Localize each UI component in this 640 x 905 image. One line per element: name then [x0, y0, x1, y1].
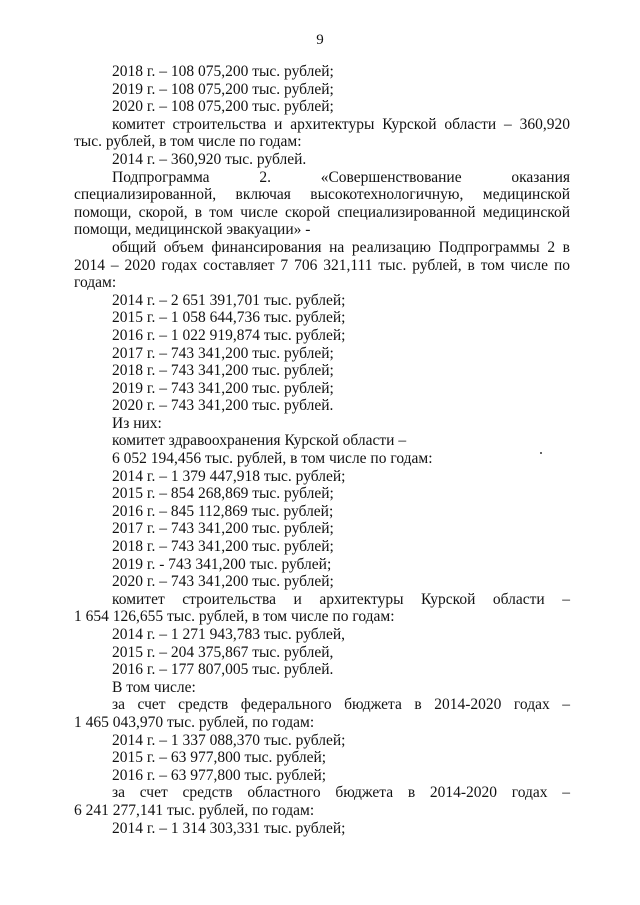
text-line: специализированной, включая высокотехнологичную, медицинской — [74, 186, 570, 204]
text-line: 2015 г. – 63 977,800 тыс. рублей; — [112, 749, 327, 767]
text-line: 2014 г. – 1 271 943,783 тыс. рублей, — [112, 626, 346, 643]
text-line: 2020 г. – 108 075,200 тыс. рублей; — [112, 98, 334, 116]
text-line: комитет строительства и архитектуры Курской области – 360,920 — [112, 115, 570, 133]
text-line: 2016 г. – 1 022 919,874 тыс. рублей; — [112, 326, 346, 344]
text-line: тыс. рублей, в том числе по годам: — [74, 133, 302, 151]
text-line: Подпрограмма 2. «Совершенствование оказания — [112, 168, 570, 186]
text-line: 2019 г. – 108 075,200 тыс. рублей; — [112, 80, 334, 98]
text-line: 2014 г. – 1 337 088,370 тыс. рублей; — [112, 731, 346, 749]
text-line: 2019 г. - 743 341,200 тыс. рублей; — [112, 555, 332, 573]
text-line: годам: — [74, 274, 117, 292]
text-line: 2020 г. – 743 341,200 тыс. рублей. — [112, 397, 334, 415]
text-line: 1 654 126,655 тыс. рублей, в том числе по годам: — [74, 608, 395, 626]
text-line: общий объем финансирования на реализацию Подпрограммы 2 в — [112, 238, 570, 256]
text-line: 2018 г. – 743 341,200 тыс. рублей; — [112, 538, 334, 556]
text-line: за счет средств федерального бюджета в 2014-2020 годах – — [112, 696, 570, 714]
text-line: комитет здравоохранения Курской области – — [112, 432, 407, 450]
text-line: 2019 г. – 743 341,200 тыс. рублей; — [112, 379, 334, 397]
text-line: 2014 г. – 2 651 391,701 тыс. рублей; — [112, 291, 346, 309]
page-number: 9 — [316, 32, 324, 48]
text-line: 1 465 043,970 тыс. рублей, по годам: — [74, 713, 315, 731]
text-line: 2016 г. – 63 977,800 тыс. рублей; — [112, 766, 327, 784]
text-line: за счет средств областного бюджета в 2014-2020 годах – — [112, 784, 570, 802]
text-line: 2020 г. – 743 341,200 тыс. рублей; — [112, 573, 334, 591]
text-line: Из них: — [112, 414, 162, 432]
text-line: 2015 г. – 1 058 644,736 тыс. рублей; — [112, 309, 346, 327]
scan-speck — [540, 452, 542, 454]
text-line: 2017 г. – 743 341,200 тыс. рублей; — [112, 344, 334, 362]
text-line: 2018 г. – 743 341,200 тыс. рублей; — [112, 362, 334, 380]
text-line: 6 052 194,456 тыс. рублей, в том числе по годам: — [112, 450, 433, 468]
text-line: 2016 г. – 845 112,869 тыс. рублей; — [112, 502, 334, 520]
text-line: комитет строительства и архитектуры Курской области – — [112, 590, 570, 608]
text-line: В том числе: — [112, 678, 196, 696]
document-body — [74, 63, 570, 837]
text-line: помощи, медицинской эвакуации» - — [74, 221, 311, 239]
text-line: 2015 г. – 204 375,867 тыс. рублей, — [112, 643, 334, 661]
text-line: 2014 – 2020 годах составляет 7 706 321,111 тыс. рублей, в том числе по — [74, 256, 570, 274]
text-line: 2016 г. – 177 807,005 тыс. рублей. — [112, 661, 334, 679]
text-line: 2017 г. – 743 341,200 тыс. рублей; — [112, 520, 334, 538]
text-line: 2018 г. – 108 075,200 тыс. рублей; — [112, 63, 334, 80]
text-line: 2014 г. – 1 314 303,331 тыс. рублей; — [112, 819, 346, 837]
text-line: 2014 г. – 360,920 тыс. рублей. — [112, 150, 307, 168]
text-line: 2014 г. – 1 379 447,918 тыс. рублей; — [112, 467, 346, 485]
text-line: 2015 г. – 854 268,869 тыс. рублей; — [112, 485, 334, 503]
text-line: 6 241 277,141 тыс. рублей, по годам: — [74, 801, 315, 819]
text-line: помощи, скорой, в том числе скорой специализированной медицинской — [74, 203, 570, 221]
